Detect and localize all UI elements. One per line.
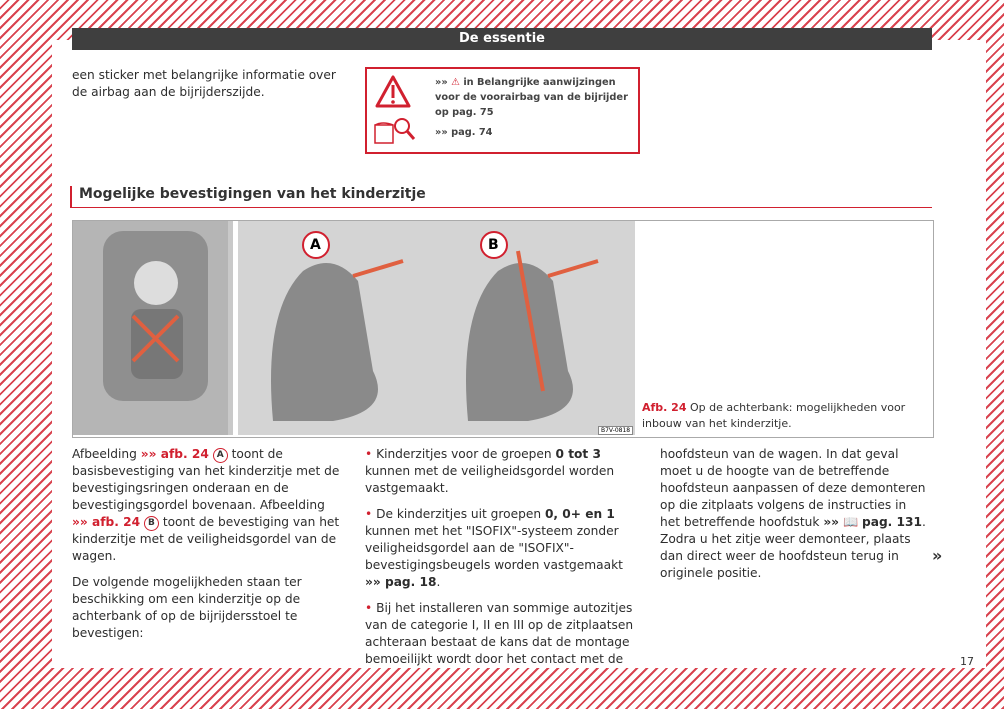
link-afb24a[interactable]: »» afb. 24 (140, 447, 209, 461)
warning-triangle-icon (375, 75, 411, 109)
book-magnifier-icon (373, 117, 417, 145)
label-b-icon: B (144, 516, 159, 531)
caption-ref: Afb. 24 (642, 401, 687, 414)
link-pag131[interactable]: pag. 131 (862, 515, 922, 529)
page-number: 17 (960, 655, 974, 668)
bullet-item: • De kinderzitjes uit groepen 0, 0+ en 1 kunnen met het "ISOFIX"-systeem zonder veiligheidsgordel aan de "ISOFIX"-bevestigingsbeugels worden vastgemaakt »» pag. 18. (365, 507, 623, 589)
bullet-item: • Kinderzitjes voor de groepen 0 tot 3 kunnen met de veiligheidsgordel worden vastgemaakt. (365, 447, 615, 495)
arrow-icon: »» (435, 127, 448, 138)
link-pag18[interactable]: »» pag. 18 (365, 575, 437, 589)
continue-mark: » (932, 546, 943, 565)
book-reference[interactable] (435, 125, 493, 140)
figure-caption (642, 400, 927, 432)
small-warning-icon: ⚠ (451, 77, 460, 88)
bullet-item: • Bij het installeren van sommige autozitjes van de categorie I, II en III op de zitplaatsen achteraan bestaat de kans dat de montage bemoeilijkt wordt door het contact met de (365, 601, 634, 666)
section-title: Mogelijke bevestigingen van het kinderzitje (70, 186, 932, 208)
caption-text: Op de achterbank: mogelijkheden voor inbouw van het kinderzitje. (642, 401, 906, 430)
book-ref-text: pag. 74 (451, 127, 493, 138)
figure-label-a: A (310, 237, 321, 253)
warning-reference[interactable] (435, 75, 635, 120)
book-magnifier-icon: 📖 (842, 515, 859, 529)
column-3: hoofdsteun van de wagen. In dat geval moet u de hoogte van de betreffende hoofdsteun aanpassen of deze demonteren op die zitplaats volgens de instructies in het betreffende hoofdstuk »» 📖 pag. 131. Zodra u het zitje weer demonteer, plaats dan direct weer de hoofdsteun terug in originele positie. (660, 447, 926, 580)
label-a-icon: A (213, 448, 228, 463)
warning-ref-text: in Belangrijke aanwijzingen voor de voorairbag van de bijrijder op pag. 75 (435, 77, 628, 118)
intro-text: een sticker met belangrijke informatie over de airbag aan de bijrijderszijde. (72, 68, 336, 99)
arrow-icon: »» (435, 77, 448, 88)
page-header: De essentie (72, 28, 932, 50)
figure-label-b: B (488, 237, 499, 253)
column-1: Afbeelding »» afb. 24 A toont de basisbevestiging van het kinderzitje met de bevestigingsringen onderaan en de bevestigingsgordel bovenaan. Afbeelding »» afb. 24 B toont de bevestiging van het kinderzitje met de veiligheidsgordel van de wagen. De volgende mogelijkheden staan ter beschikking om een kinderzitje op de achterbank of op de bijrijdersstoel te bevestigen: (72, 447, 340, 640)
figure-code: B7V-0818 (598, 426, 633, 435)
column-2 (365, 446, 637, 677)
arrow-icon: »» (823, 515, 840, 529)
warning-box (365, 67, 640, 154)
link-afb24b[interactable]: »» afb. 24 (72, 515, 141, 529)
paragraph: De volgende mogelijkheden staan ter beschikking om een kinderzitje op de achterbank of op de bijrijdersstoel te bevestigen: (72, 575, 302, 640)
manual-page (52, 31, 986, 668)
child-seat-illustration (73, 221, 635, 435)
